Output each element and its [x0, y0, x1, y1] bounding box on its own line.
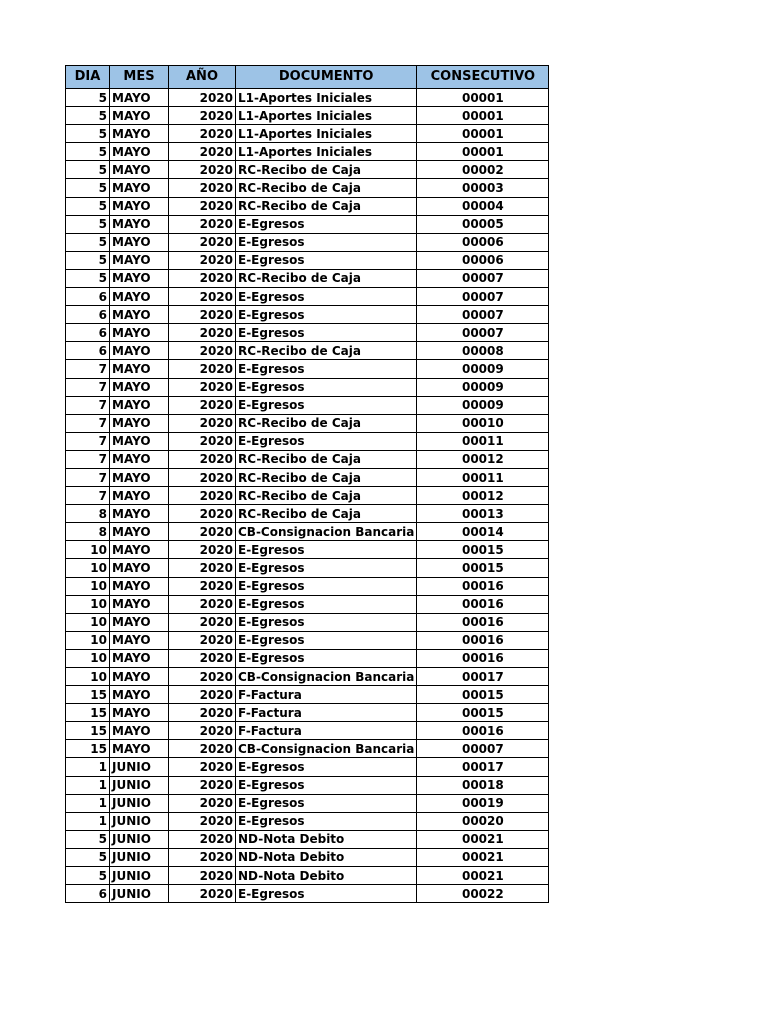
- cell-mes: MAYO: [110, 613, 169, 631]
- cell-documento: E-Egresos: [236, 306, 417, 324]
- cell-mes: MAYO: [110, 360, 169, 378]
- cell-documento: L1-Aportes Iniciales: [236, 89, 417, 107]
- cell-dia: 10: [66, 631, 110, 649]
- table-row: [66, 306, 549, 324]
- cell-consecutivo: 00021: [417, 848, 549, 866]
- cell-anio: 2020: [169, 740, 236, 758]
- table-row: [66, 668, 549, 686]
- column-header-mes: MES: [110, 66, 169, 89]
- cell-anio: 2020: [169, 414, 236, 432]
- table-row: [66, 342, 549, 360]
- cell-dia: 1: [66, 758, 110, 776]
- cell-dia: 5: [66, 233, 110, 251]
- cell-consecutivo: 00014: [417, 523, 549, 541]
- cell-mes: JUNIO: [110, 776, 169, 794]
- cell-consecutivo: 00009: [417, 396, 549, 414]
- cell-dia: 7: [66, 487, 110, 505]
- table-row: [66, 885, 549, 903]
- cell-dia: 15: [66, 704, 110, 722]
- table-row: [66, 161, 549, 179]
- cell-anio: 2020: [169, 794, 236, 812]
- cell-consecutivo: 00016: [417, 649, 549, 667]
- cell-dia: 7: [66, 414, 110, 432]
- table-row: [66, 378, 549, 396]
- table-row: [66, 812, 549, 830]
- cell-anio: 2020: [169, 342, 236, 360]
- cell-documento: E-Egresos: [236, 324, 417, 342]
- cell-documento: F-Factura: [236, 722, 417, 740]
- cell-documento: RC-Recibo de Caja: [236, 269, 417, 287]
- cell-mes: MAYO: [110, 432, 169, 450]
- table-row: [66, 197, 549, 215]
- cell-documento: RC-Recibo de Caja: [236, 450, 417, 468]
- cell-documento: E-Egresos: [236, 251, 417, 269]
- cell-consecutivo: 00016: [417, 613, 549, 631]
- table-row: [66, 776, 549, 794]
- table-row: [66, 559, 549, 577]
- table-row: [66, 396, 549, 414]
- column-header-consecutivo: CONSECUTIVO: [417, 66, 549, 89]
- column-header-dia: DIA: [66, 66, 110, 89]
- cell-anio: 2020: [169, 468, 236, 486]
- cell-consecutivo: 00013: [417, 505, 549, 523]
- cell-consecutivo: 00003: [417, 179, 549, 197]
- cell-dia: 1: [66, 812, 110, 830]
- cell-consecutivo: 00015: [417, 559, 549, 577]
- cell-anio: 2020: [169, 450, 236, 468]
- cell-dia: 7: [66, 396, 110, 414]
- cell-mes: MAYO: [110, 740, 169, 758]
- cell-mes: MAYO: [110, 125, 169, 143]
- cell-consecutivo: 00015: [417, 704, 549, 722]
- cell-mes: MAYO: [110, 505, 169, 523]
- cell-mes: MAYO: [110, 577, 169, 595]
- cell-dia: 15: [66, 740, 110, 758]
- document-table: [65, 65, 549, 903]
- cell-consecutivo: 00011: [417, 468, 549, 486]
- cell-documento: RC-Recibo de Caja: [236, 505, 417, 523]
- cell-mes: MAYO: [110, 559, 169, 577]
- cell-mes: MAYO: [110, 686, 169, 704]
- cell-mes: MAYO: [110, 143, 169, 161]
- cell-documento: E-Egresos: [236, 885, 417, 903]
- cell-mes: JUNIO: [110, 794, 169, 812]
- table-row: [66, 143, 549, 161]
- table-row: [66, 251, 549, 269]
- cell-dia: 6: [66, 342, 110, 360]
- cell-anio: 2020: [169, 179, 236, 197]
- cell-documento: E-Egresos: [236, 649, 417, 667]
- cell-anio: 2020: [169, 288, 236, 306]
- table-row: [66, 577, 549, 595]
- cell-dia: 7: [66, 378, 110, 396]
- cell-anio: 2020: [169, 885, 236, 903]
- cell-documento: E-Egresos: [236, 595, 417, 613]
- cell-mes: MAYO: [110, 595, 169, 613]
- cell-dia: 7: [66, 360, 110, 378]
- table-row: [66, 107, 549, 125]
- cell-documento: CB-Consignacion Bancaria: [236, 523, 417, 541]
- table-row: [66, 523, 549, 541]
- cell-anio: 2020: [169, 378, 236, 396]
- table-row: [66, 450, 549, 468]
- cell-mes: MAYO: [110, 649, 169, 667]
- cell-consecutivo: 00017: [417, 668, 549, 686]
- table-row: [66, 631, 549, 649]
- cell-consecutivo: 00021: [417, 830, 549, 848]
- cell-dia: 15: [66, 722, 110, 740]
- cell-anio: 2020: [169, 867, 236, 885]
- table-row: [66, 125, 549, 143]
- cell-consecutivo: 00020: [417, 812, 549, 830]
- cell-dia: 10: [66, 668, 110, 686]
- table-row: [66, 848, 549, 866]
- cell-mes: MAYO: [110, 722, 169, 740]
- cell-mes: JUNIO: [110, 758, 169, 776]
- cell-dia: 5: [66, 161, 110, 179]
- cell-anio: 2020: [169, 559, 236, 577]
- table-row: [66, 360, 549, 378]
- cell-documento: E-Egresos: [236, 559, 417, 577]
- cell-consecutivo: 00001: [417, 107, 549, 125]
- cell-anio: 2020: [169, 269, 236, 287]
- cell-documento: ND-Nota Debito: [236, 830, 417, 848]
- cell-mes: MAYO: [110, 288, 169, 306]
- cell-mes: MAYO: [110, 179, 169, 197]
- table-row: [66, 686, 549, 704]
- cell-anio: 2020: [169, 161, 236, 179]
- cell-documento: RC-Recibo de Caja: [236, 468, 417, 486]
- cell-dia: 5: [66, 848, 110, 866]
- cell-consecutivo: 00001: [417, 89, 549, 107]
- cell-dia: 15: [66, 686, 110, 704]
- cell-dia: 5: [66, 89, 110, 107]
- cell-dia: 5: [66, 107, 110, 125]
- cell-consecutivo: 00015: [417, 686, 549, 704]
- cell-documento: E-Egresos: [236, 396, 417, 414]
- cell-consecutivo: 00016: [417, 595, 549, 613]
- cell-anio: 2020: [169, 758, 236, 776]
- cell-anio: 2020: [169, 432, 236, 450]
- cell-mes: MAYO: [110, 631, 169, 649]
- cell-anio: 2020: [169, 668, 236, 686]
- cell-anio: 2020: [169, 577, 236, 595]
- cell-dia: 7: [66, 432, 110, 450]
- cell-dia: 1: [66, 776, 110, 794]
- table-row: [66, 740, 549, 758]
- cell-anio: 2020: [169, 812, 236, 830]
- cell-mes: JUNIO: [110, 867, 169, 885]
- cell-documento: E-Egresos: [236, 758, 417, 776]
- cell-anio: 2020: [169, 251, 236, 269]
- cell-dia: 5: [66, 830, 110, 848]
- cell-mes: JUNIO: [110, 885, 169, 903]
- cell-consecutivo: 00022: [417, 885, 549, 903]
- cell-mes: MAYO: [110, 251, 169, 269]
- column-header-anio: AÑO: [169, 66, 236, 89]
- cell-anio: 2020: [169, 324, 236, 342]
- cell-documento: RC-Recibo de Caja: [236, 487, 417, 505]
- table-row: [66, 595, 549, 613]
- cell-consecutivo: 00016: [417, 722, 549, 740]
- cell-anio: 2020: [169, 722, 236, 740]
- cell-dia: 6: [66, 288, 110, 306]
- cell-documento: E-Egresos: [236, 541, 417, 559]
- cell-consecutivo: 00012: [417, 450, 549, 468]
- cell-dia: 8: [66, 523, 110, 541]
- cell-consecutivo: 00015: [417, 541, 549, 559]
- cell-anio: 2020: [169, 487, 236, 505]
- cell-consecutivo: 00004: [417, 197, 549, 215]
- cell-documento: RC-Recibo de Caja: [236, 342, 417, 360]
- table-row: [66, 613, 549, 631]
- table-row: [66, 867, 549, 885]
- cell-documento: RC-Recibo de Caja: [236, 161, 417, 179]
- cell-consecutivo: 00016: [417, 631, 549, 649]
- cell-documento: E-Egresos: [236, 360, 417, 378]
- cell-mes: MAYO: [110, 487, 169, 505]
- cell-mes: MAYO: [110, 197, 169, 215]
- cell-anio: 2020: [169, 215, 236, 233]
- cell-consecutivo: 00007: [417, 740, 549, 758]
- cell-anio: 2020: [169, 396, 236, 414]
- table-row: [66, 89, 549, 107]
- cell-consecutivo: 00005: [417, 215, 549, 233]
- cell-documento: F-Factura: [236, 704, 417, 722]
- cell-consecutivo: 00019: [417, 794, 549, 812]
- cell-documento: E-Egresos: [236, 794, 417, 812]
- cell-dia: 5: [66, 197, 110, 215]
- table-row: [66, 233, 549, 251]
- cell-mes: MAYO: [110, 107, 169, 125]
- cell-consecutivo: 00008: [417, 342, 549, 360]
- cell-documento: E-Egresos: [236, 288, 417, 306]
- cell-documento: RC-Recibo de Caja: [236, 197, 417, 215]
- cell-anio: 2020: [169, 233, 236, 251]
- cell-anio: 2020: [169, 125, 236, 143]
- cell-anio: 2020: [169, 776, 236, 794]
- table-row: [66, 541, 549, 559]
- cell-mes: MAYO: [110, 396, 169, 414]
- cell-dia: 10: [66, 559, 110, 577]
- table-row: [66, 505, 549, 523]
- table-row: [66, 414, 549, 432]
- cell-dia: 10: [66, 613, 110, 631]
- cell-mes: MAYO: [110, 450, 169, 468]
- cell-anio: 2020: [169, 649, 236, 667]
- cell-documento: ND-Nota Debito: [236, 867, 417, 885]
- cell-mes: MAYO: [110, 324, 169, 342]
- cell-consecutivo: 00012: [417, 487, 549, 505]
- cell-dia: 5: [66, 215, 110, 233]
- cell-consecutivo: 00006: [417, 251, 549, 269]
- cell-mes: MAYO: [110, 342, 169, 360]
- cell-dia: 8: [66, 505, 110, 523]
- cell-documento: CB-Consignacion Bancaria: [236, 668, 417, 686]
- cell-mes: JUNIO: [110, 848, 169, 866]
- table-row: [66, 722, 549, 740]
- cell-documento: L1-Aportes Iniciales: [236, 143, 417, 161]
- cell-documento: ND-Nota Debito: [236, 848, 417, 866]
- cell-documento: E-Egresos: [236, 378, 417, 396]
- cell-anio: 2020: [169, 848, 236, 866]
- cell-consecutivo: 00016: [417, 577, 549, 595]
- cell-anio: 2020: [169, 360, 236, 378]
- cell-mes: MAYO: [110, 378, 169, 396]
- cell-mes: MAYO: [110, 523, 169, 541]
- cell-documento: L1-Aportes Iniciales: [236, 125, 417, 143]
- cell-dia: 10: [66, 577, 110, 595]
- table-row: [66, 432, 549, 450]
- cell-anio: 2020: [169, 107, 236, 125]
- cell-dia: 7: [66, 468, 110, 486]
- cell-mes: MAYO: [110, 215, 169, 233]
- cell-mes: MAYO: [110, 704, 169, 722]
- cell-dia: 6: [66, 306, 110, 324]
- cell-documento: E-Egresos: [236, 631, 417, 649]
- cell-consecutivo: 00007: [417, 269, 549, 287]
- cell-consecutivo: 00007: [417, 288, 549, 306]
- cell-mes: MAYO: [110, 269, 169, 287]
- cell-consecutivo: 00021: [417, 867, 549, 885]
- table-row: [66, 215, 549, 233]
- cell-documento: E-Egresos: [236, 776, 417, 794]
- cell-consecutivo: 00018: [417, 776, 549, 794]
- table-body: [66, 89, 549, 903]
- cell-dia: 5: [66, 867, 110, 885]
- cell-consecutivo: 00009: [417, 378, 549, 396]
- table-row: [66, 794, 549, 812]
- cell-anio: 2020: [169, 541, 236, 559]
- table-row: [66, 758, 549, 776]
- cell-dia: 5: [66, 143, 110, 161]
- table-row: [66, 830, 549, 848]
- cell-documento: F-Factura: [236, 686, 417, 704]
- cell-dia: 7: [66, 450, 110, 468]
- table-row: [66, 649, 549, 667]
- cell-consecutivo: 00010: [417, 414, 549, 432]
- cell-consecutivo: 00011: [417, 432, 549, 450]
- cell-mes: JUNIO: [110, 830, 169, 848]
- cell-mes: MAYO: [110, 89, 169, 107]
- cell-anio: 2020: [169, 613, 236, 631]
- cell-anio: 2020: [169, 306, 236, 324]
- cell-consecutivo: 00017: [417, 758, 549, 776]
- cell-anio: 2020: [169, 505, 236, 523]
- cell-anio: 2020: [169, 830, 236, 848]
- cell-documento: E-Egresos: [236, 577, 417, 595]
- cell-dia: 5: [66, 251, 110, 269]
- cell-mes: MAYO: [110, 541, 169, 559]
- cell-mes: JUNIO: [110, 812, 169, 830]
- cell-dia: 10: [66, 595, 110, 613]
- cell-anio: 2020: [169, 704, 236, 722]
- cell-documento: RC-Recibo de Caja: [236, 414, 417, 432]
- cell-consecutivo: 00001: [417, 125, 549, 143]
- cell-dia: 5: [66, 125, 110, 143]
- cell-documento: E-Egresos: [236, 812, 417, 830]
- cell-anio: 2020: [169, 631, 236, 649]
- cell-documento: E-Egresos: [236, 432, 417, 450]
- cell-consecutivo: 00009: [417, 360, 549, 378]
- cell-consecutivo: 00001: [417, 143, 549, 161]
- cell-mes: MAYO: [110, 306, 169, 324]
- table-row: [66, 487, 549, 505]
- cell-anio: 2020: [169, 595, 236, 613]
- cell-consecutivo: 00002: [417, 161, 549, 179]
- cell-anio: 2020: [169, 89, 236, 107]
- cell-mes: MAYO: [110, 161, 169, 179]
- cell-consecutivo: 00007: [417, 306, 549, 324]
- cell-documento: RC-Recibo de Caja: [236, 179, 417, 197]
- cell-dia: 5: [66, 179, 110, 197]
- cell-mes: MAYO: [110, 668, 169, 686]
- table-row: [66, 288, 549, 306]
- table-row: [66, 269, 549, 287]
- table-row: [66, 179, 549, 197]
- cell-consecutivo: 00007: [417, 324, 549, 342]
- cell-documento: E-Egresos: [236, 613, 417, 631]
- table-row: [66, 704, 549, 722]
- cell-mes: MAYO: [110, 414, 169, 432]
- cell-documento: L1-Aportes Iniciales: [236, 107, 417, 125]
- cell-anio: 2020: [169, 686, 236, 704]
- column-header-documento: DOCUMENTO: [236, 66, 417, 89]
- cell-mes: MAYO: [110, 468, 169, 486]
- cell-mes: MAYO: [110, 233, 169, 251]
- cell-anio: 2020: [169, 197, 236, 215]
- header-row: [66, 66, 549, 89]
- cell-dia: 5: [66, 269, 110, 287]
- cell-anio: 2020: [169, 143, 236, 161]
- cell-dia: 6: [66, 885, 110, 903]
- cell-anio: 2020: [169, 523, 236, 541]
- cell-consecutivo: 00006: [417, 233, 549, 251]
- cell-dia: 10: [66, 541, 110, 559]
- table-row: [66, 468, 549, 486]
- cell-dia: 6: [66, 324, 110, 342]
- cell-dia: 10: [66, 649, 110, 667]
- cell-documento: CB-Consignacion Bancaria: [236, 740, 417, 758]
- cell-documento: E-Egresos: [236, 215, 417, 233]
- cell-dia: 1: [66, 794, 110, 812]
- cell-documento: E-Egresos: [236, 233, 417, 251]
- table-row: [66, 324, 549, 342]
